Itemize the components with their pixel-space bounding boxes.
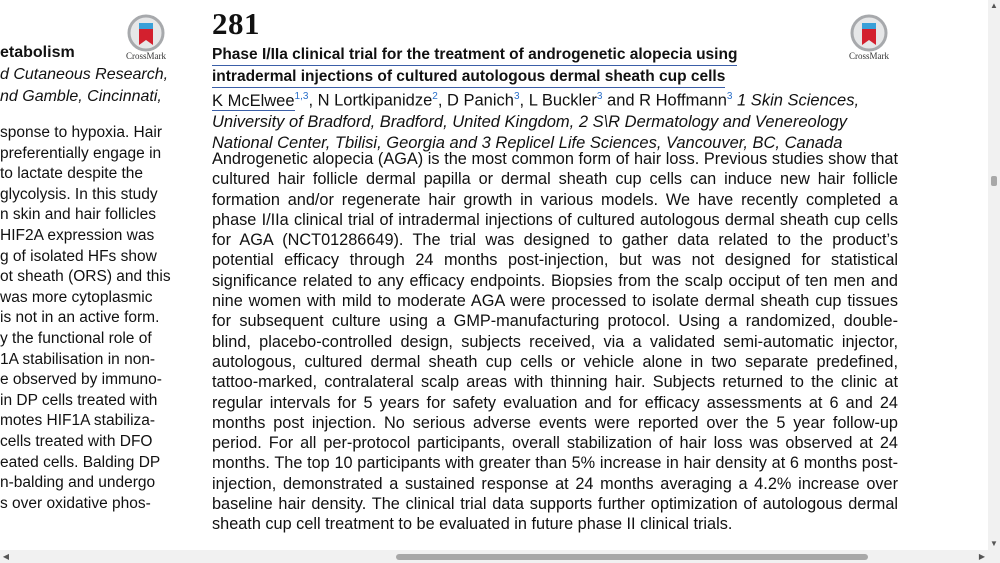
previous-affiliation-line: d Cutaneous Research, [0, 66, 169, 83]
author-name: D Panich [447, 91, 514, 110]
author-superscript[interactable]: 3 [726, 91, 733, 102]
crossmark-label: CrossMark [126, 51, 166, 61]
previous-abstract-line: y the functional role of [0, 330, 152, 347]
author-superscript[interactable]: 3 [596, 91, 603, 102]
author-name: N Lortkipanidze [317, 91, 433, 110]
previous-affiliation-line: nd Gamble, Cincinnati, [0, 88, 162, 105]
previous-abstract-line: ot sheath (ORS) and this [0, 268, 171, 286]
affiliations: 1 Skin Sciences, University of Bradford, Bradford, United Kingdom, 2 S\R Dermatology and Venereology National Center, Tbilisi, Georgia and 3 Replicel Life Sciences, Vancouver, BC, Canada [212, 91, 860, 152]
author-name: R Hoffmann [639, 91, 727, 110]
previous-abstract-line: preferentially engage in [0, 144, 162, 162]
scroll-right-arrow-icon[interactable]: ▶ [978, 552, 986, 561]
vertical-scroll-thumb[interactable] [991, 176, 997, 186]
previous-abstract-line: HIF2A expression was [0, 227, 155, 244]
horizontal-scroll-thumb[interactable] [396, 554, 868, 560]
author-superscript[interactable]: 2 [432, 91, 438, 102]
crossmark-icon [127, 14, 165, 52]
and-word: and [607, 91, 635, 110]
abstract-body: Androgenetic alopecia (AGA) is the most common form of hair loss. Previous studies show that cultured hair follicle dermal papilla or dermal sheath cup cells can induce new hair follicle formation and/or regenerate hair growth in various models. We have recently completed a phase I/IIa clinical trial of intradermal injections of cultured autologous dermal sheath cup cells for AGA (NCT01286649). The trial was designed to gather data related to the product’s potential efficacy through 24 months post-injection, but was not designed for statistical significance related to any efficacy endpoints. Biopsies from the scalp occiput of ten men and nine women with mild to moderate AGA were processed to isolate dermal sheath cup tissues for subsequent culture using a GMP-manufacturing protocol. Using a randomized, double-blind, placebo-controlled design, subjects received, via a validated semi-automatic injector, autologous, cultured dermal sheath cup cells or vehicle alone in two separate predefined, tattoo-marked, contralateral scalp areas with thinning hair. Subjects returned to the clinic at regular intervals for 5 years for safety evaluation and for efficacy assessments at 6 and 24 months post injection. No serious adverse events were reported over the 5 year follow-up period. For all per-protocol participants, overall stabilization of hair loss was observed at 24 months. The top 10 participants with greater than 5% increase in hair density at 6 months post-injection, demonstrated a sustained response at 24 months averaging a 4.2% increase over baseline hair density. The clinical trial data supports further optimization of autologous dermal sheath cup cell treatment to be evaluated in future phase II clinical trials. [212, 150, 898, 534]
previous-abstract-line: 1A stabilisation in non- [0, 350, 156, 368]
abstract-title[interactable] [212, 44, 812, 88]
previous-abstract-line: is not in an active form. [0, 309, 160, 327]
previous-abstract-line: sponse to hypoxia. Hair [0, 124, 162, 141]
author-link[interactable]: K McElwee [212, 91, 295, 110]
previous-abstract-line: eated cells. Balding DP [0, 453, 161, 471]
crossmark-label: CrossMark [849, 51, 889, 61]
author-name: L Buckler [528, 91, 597, 110]
previous-abstract-line: n-balding and undergo [0, 474, 156, 492]
abstract-title-line[interactable]: Phase I/IIa clinical trial for the treatment of androgenetic alopecia using [212, 44, 737, 66]
author-list: K McElwee$^{1,3}$, N Lortkipanidze$^2$, D Panich$^3$, L Buckler$^3$ and R Hoffmann$^3$ 1 Skin Sciences, University of Bradford, Bradford, United Kingdom, 2 S\R Dermatology and Venereology National Center, Tbilisi, Georgia and 3 Replicel Life Sciences, Vancouver, BC, Canada [212, 91, 860, 152]
scroll-left-arrow-icon[interactable]: ◀ [2, 552, 10, 561]
previous-abstract-line: s over oxidative phos- [0, 494, 151, 512]
previous-abstract-title-fragment: etabolism [0, 44, 75, 61]
previous-abstract-line: cells treated with DFO [0, 433, 153, 450]
abstract-title-line[interactable]: intradermal injections of cultured autologous dermal sheath cup cells [212, 66, 725, 88]
crossmark-badge-right[interactable] [845, 14, 893, 61]
previous-abstract-line: was more cytoplasmic [0, 288, 153, 306]
crossmark-badge-left[interactable] [122, 14, 170, 61]
previous-abstract-line: motes HIF1A stabiliza- [0, 412, 156, 430]
previous-abstract-line: glycolysis. In this study [0, 185, 158, 203]
abstract-number: 281 [212, 6, 260, 41]
previous-abstract-line: g of isolated HFs show [0, 247, 157, 265]
previous-abstract-line: in DP cells treated with [0, 391, 158, 409]
previous-abstract-line: e observed by immuno- [0, 371, 162, 389]
previous-abstract-line: n skin and hair follicles [0, 206, 156, 224]
previous-abstract-line: to lactate despite the [0, 165, 144, 183]
scroll-down-arrow-icon[interactable]: ▼ [990, 539, 998, 548]
author-superscript[interactable]: 3 [513, 91, 520, 102]
scroll-up-arrow-icon[interactable]: ▲ [990, 1, 998, 10]
horizontal-scrollbar[interactable] [0, 550, 1000, 563]
vertical-scrollbar[interactable] [988, 0, 1000, 550]
crossmark-icon [850, 14, 888, 52]
author-superscript[interactable]: 1,3 [294, 91, 309, 102]
